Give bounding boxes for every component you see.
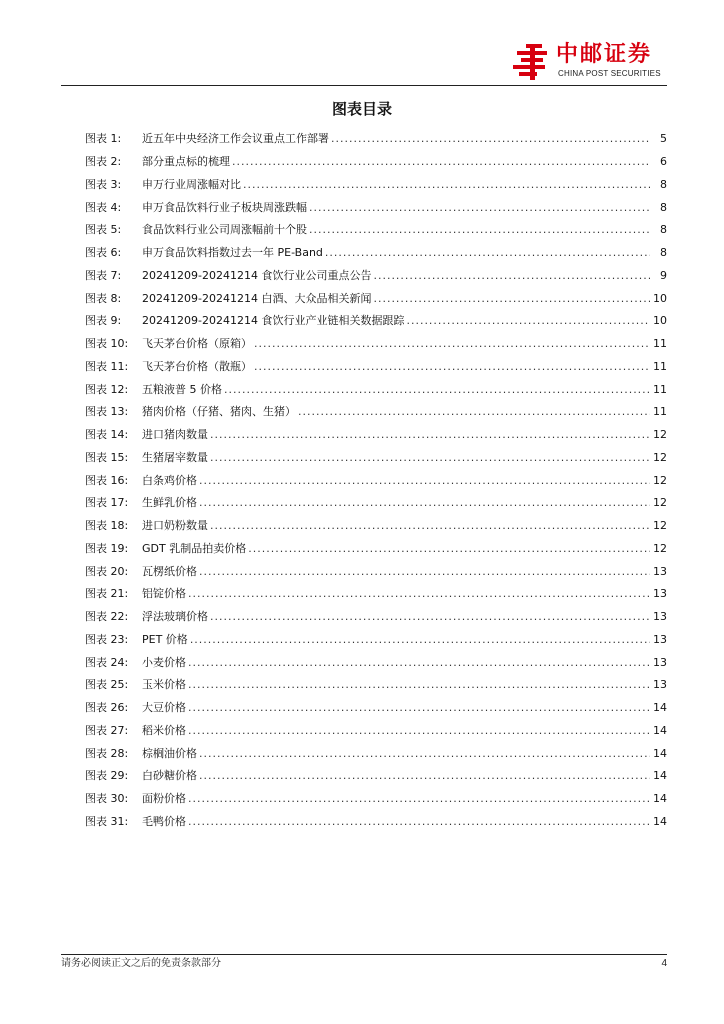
- toc-dot-leader: [210, 610, 650, 624]
- toc-dot-leader: [254, 337, 650, 351]
- toc-dot-leader: [325, 246, 650, 260]
- toc-entry-label: 图表 17:: [85, 496, 129, 510]
- brand-name-en: CHINA POST SECURITIES: [558, 69, 661, 78]
- toc-dot-leader: [188, 724, 650, 738]
- toc-entry-title[interactable]: 玉米价格: [142, 678, 186, 692]
- toc-entry-page[interactable]: 9: [660, 268, 667, 282]
- toc-entry-title[interactable]: 20241209-20241214 食饮行业产业链相关数据跟踪: [142, 314, 405, 328]
- toc-dot-leader: [199, 496, 650, 510]
- toc-entry-label: 图表 25:: [85, 678, 129, 692]
- toc-entry-page[interactable]: 13: [653, 678, 667, 692]
- toc-entry-label: 图表 1:: [85, 132, 122, 146]
- toc-entry-page[interactable]: 14: [653, 769, 667, 783]
- chart-toc-list: [85, 128, 667, 833]
- toc-entry[interactable]: [85, 242, 667, 265]
- toc-entry-page[interactable]: 11: [653, 382, 667, 396]
- toc-entry[interactable]: [85, 310, 667, 333]
- toc-entry[interactable]: [85, 538, 667, 561]
- toc-entry-title[interactable]: 毛鸭价格: [142, 814, 186, 828]
- toc-entry-title[interactable]: GDT 乳制品拍卖价格: [142, 541, 247, 555]
- toc-dot-leader: [406, 314, 650, 328]
- toc-entry-page[interactable]: 13: [653, 655, 667, 669]
- toc-entry-title[interactable]: 白砂糖价格: [142, 769, 197, 783]
- toc-entry-label: 图表 29:: [85, 769, 129, 783]
- toc-entry-page[interactable]: 14: [653, 746, 667, 760]
- toc-entry[interactable]: [85, 651, 667, 674]
- toc-dot-leader: [188, 587, 650, 601]
- toc-entry-title[interactable]: 飞天茅台价格（散瓶）: [142, 359, 252, 373]
- toc-entry[interactable]: [85, 674, 667, 697]
- toc-dot-leader: [373, 292, 650, 306]
- toc-entry[interactable]: [85, 424, 667, 447]
- toc-entry-label: 图表 6:: [85, 246, 122, 260]
- toc-entry-page[interactable]: 14: [653, 814, 667, 828]
- toc-dot-leader: [224, 383, 650, 397]
- toc-entry[interactable]: [85, 560, 667, 583]
- toc-entry-title[interactable]: 浮法玻璃价格: [142, 610, 208, 624]
- toc-entry-title[interactable]: 进口奶粉数量: [142, 519, 208, 533]
- toc-entry-page[interactable]: 11: [653, 337, 667, 351]
- toc-entry[interactable]: [85, 356, 667, 379]
- toc-dot-leader: [190, 633, 650, 647]
- toc-entry[interactable]: [85, 629, 667, 652]
- toc-dot-leader: [188, 701, 650, 715]
- toc-entry-page[interactable]: 12: [653, 541, 667, 555]
- toc-entry-label: 图表 19:: [85, 541, 129, 555]
- toc-entry-page[interactable]: 12: [653, 473, 667, 487]
- footer-divider: [61, 954, 667, 955]
- toc-entry-label: 图表 7:: [85, 268, 122, 282]
- toc-entry-label: 图表 5:: [85, 223, 122, 237]
- toc-entry[interactable]: [85, 469, 667, 492]
- toc-entry-title[interactable]: 大豆价格: [142, 701, 186, 715]
- toc-dot-leader: [243, 178, 650, 192]
- toc-entry-page[interactable]: 12: [653, 519, 667, 533]
- toc-entry-label: 图表 23:: [85, 632, 129, 646]
- toc-title: 图表目录: [331, 100, 392, 118]
- toc-entry[interactable]: [85, 720, 667, 743]
- toc-entry[interactable]: [85, 333, 667, 356]
- toc-entry-label: 图表 3:: [85, 177, 122, 191]
- toc-entry-title[interactable]: 生鲜乳价格: [142, 496, 197, 510]
- toc-dot-leader: [232, 155, 650, 169]
- page-header: [0, 0, 724, 90]
- toc-dot-leader: [188, 678, 650, 692]
- toc-entry[interactable]: [85, 697, 667, 720]
- toc-entry-label: 图表 2:: [85, 155, 122, 169]
- toc-entry-title[interactable]: 铝锭价格: [142, 587, 186, 601]
- toc-entry-page[interactable]: 8: [660, 200, 667, 214]
- toc-entry-label: 图表 18:: [85, 519, 129, 533]
- toc-entry[interactable]: [85, 583, 667, 606]
- toc-dot-leader: [188, 792, 650, 806]
- toc-entry-label: 图表 8:: [85, 291, 122, 305]
- toc-entry[interactable]: [85, 174, 667, 197]
- toc-entry-page[interactable]: 13: [653, 587, 667, 601]
- toc-dot-leader: [188, 656, 650, 670]
- toc-entry-label: 图表 27:: [85, 723, 129, 737]
- toc-entry-title[interactable]: 食品饮料行业公司周涨幅前十个股: [142, 223, 307, 237]
- toc-entry[interactable]: [85, 606, 667, 629]
- toc-entry-label: 图表 21:: [85, 587, 129, 601]
- toc-entry-page[interactable]: 14: [653, 792, 667, 806]
- china-post-logo-icon: [513, 44, 551, 80]
- toc-entry-title[interactable]: 棕榈油价格: [142, 746, 197, 760]
- footer-disclaimer: 请务必阅读正文之后的免责条款部分: [61, 958, 221, 969]
- toc-entry-title[interactable]: 稻米价格: [142, 723, 186, 737]
- toc-entry-title[interactable]: 飞天茅台价格（原箱）: [142, 337, 252, 351]
- toc-dot-leader: [199, 747, 650, 761]
- toc-entry-page[interactable]: 14: [653, 701, 667, 715]
- toc-dot-leader: [199, 474, 650, 488]
- toc-entry-page[interactable]: 14: [653, 723, 667, 737]
- toc-entry-title[interactable]: 五粮液普 5 价格: [142, 382, 222, 396]
- toc-entry-page[interactable]: 13: [653, 610, 667, 624]
- toc-entry-label: 图表 13:: [85, 405, 129, 419]
- toc-entry-label: 图表 22:: [85, 610, 129, 624]
- toc-entry[interactable]: [85, 788, 667, 811]
- toc-entry[interactable]: [85, 765, 667, 788]
- toc-entry[interactable]: [85, 742, 667, 765]
- toc-entry-title[interactable]: 申万行业周涨幅对比: [142, 177, 241, 191]
- toc-entry[interactable]: [85, 219, 667, 242]
- toc-entry-page[interactable]: 12: [653, 450, 667, 464]
- toc-entry[interactable]: [85, 515, 667, 538]
- toc-entry[interactable]: [85, 151, 667, 174]
- brand-name-cn: 中邮证券: [556, 42, 653, 67]
- header-divider: [61, 85, 667, 86]
- toc-entry-label: 图表 30:: [85, 792, 129, 806]
- toc-entry-title[interactable]: 生猪屠宰数量: [142, 450, 208, 464]
- toc-entry-label: 图表 31:: [85, 814, 129, 828]
- toc-dot-leader: [254, 360, 650, 374]
- toc-entry-title[interactable]: 瓦楞纸价格: [142, 564, 197, 578]
- toc-entry[interactable]: [85, 811, 667, 834]
- toc-entry-title[interactable]: 进口猪肉数量: [142, 428, 208, 442]
- toc-dot-leader: [199, 565, 650, 579]
- toc-entry[interactable]: [85, 378, 667, 401]
- toc-entry[interactable]: [85, 196, 667, 219]
- toc-entry-title[interactable]: 面粉价格: [142, 792, 186, 806]
- toc-entry-label: 图表 26:: [85, 701, 129, 715]
- toc-dot-leader: [309, 223, 650, 237]
- toc-dot-leader: [210, 451, 650, 465]
- toc-entry-page[interactable]: 12: [653, 496, 667, 510]
- toc-entry-title[interactable]: 小麦价格: [142, 655, 186, 669]
- toc-entry-page[interactable]: 8: [660, 177, 667, 191]
- toc-entry-title[interactable]: PET 价格: [142, 632, 188, 646]
- toc-dot-leader: [199, 769, 650, 783]
- toc-dot-leader: [188, 815, 650, 829]
- toc-dot-leader: [210, 519, 650, 533]
- toc-entry-title[interactable]: 近五年中央经济工作会议重点工作部署: [142, 132, 329, 146]
- toc-entry-page[interactable]: 10: [653, 291, 667, 305]
- toc-entry-label: 图表 14:: [85, 428, 129, 442]
- toc-entry-page[interactable]: 8: [660, 246, 667, 260]
- toc-entry-page[interactable]: 11: [653, 359, 667, 373]
- toc-entry-title[interactable]: 申万食品饮料指数过去一年 PE-Band: [142, 246, 323, 260]
- toc-entry-title[interactable]: 部分重点标的梳理: [142, 155, 230, 169]
- toc-entry-page[interactable]: 5: [660, 132, 667, 146]
- toc-dot-leader: [210, 428, 650, 442]
- toc-entry-label: 图表 16:: [85, 473, 129, 487]
- toc-entry[interactable]: [85, 287, 667, 310]
- page-number: 4: [661, 958, 667, 969]
- toc-entry-label: 图表 15:: [85, 450, 129, 464]
- toc-entry-page[interactable]: 10: [653, 314, 667, 328]
- toc-entry-page[interactable]: 11: [653, 405, 667, 419]
- toc-entry[interactable]: [85, 128, 667, 151]
- toc-entry[interactable]: [85, 492, 667, 515]
- toc-dot-leader: [373, 269, 650, 283]
- toc-entry-title[interactable]: 20241209-20241214 食饮行业公司重点公告: [142, 268, 372, 282]
- toc-entry-label: 图表 11:: [85, 359, 129, 373]
- toc-dot-leader: [309, 201, 650, 215]
- toc-entry-label: 图表 4:: [85, 200, 122, 214]
- toc-entry-label: 图表 12:: [85, 382, 129, 396]
- toc-entry-page[interactable]: 13: [653, 632, 667, 646]
- toc-entry-label: 图表 24:: [85, 655, 129, 669]
- toc-entry-title[interactable]: 20241209-20241214 白酒、大众品相关新闻: [142, 291, 372, 305]
- toc-entry-page[interactable]: 6: [660, 155, 667, 169]
- toc-entry-label: 图表 20:: [85, 564, 129, 578]
- toc-dot-leader: [331, 132, 650, 146]
- toc-entry[interactable]: [85, 265, 667, 288]
- toc-entry-page[interactable]: 12: [653, 428, 667, 442]
- toc-entry-page[interactable]: 13: [653, 564, 667, 578]
- toc-entry-title[interactable]: 白条鸡价格: [142, 473, 197, 487]
- toc-entry[interactable]: [85, 447, 667, 470]
- toc-dot-leader: [298, 405, 650, 419]
- toc-entry-label: 图表 10:: [85, 337, 129, 351]
- toc-entry-page[interactable]: 8: [660, 223, 667, 237]
- toc-entry[interactable]: [85, 401, 667, 424]
- toc-entry-label: 图表 9:: [85, 314, 122, 328]
- toc-entry-label: 图表 28:: [85, 746, 129, 760]
- toc-entry-title[interactable]: 猪肉价格（仔猪、猪肉、生猪）: [142, 405, 296, 419]
- toc-entry-title[interactable]: 申万食品饮料行业子板块周涨跌幅: [142, 200, 307, 214]
- toc-dot-leader: [248, 542, 650, 556]
